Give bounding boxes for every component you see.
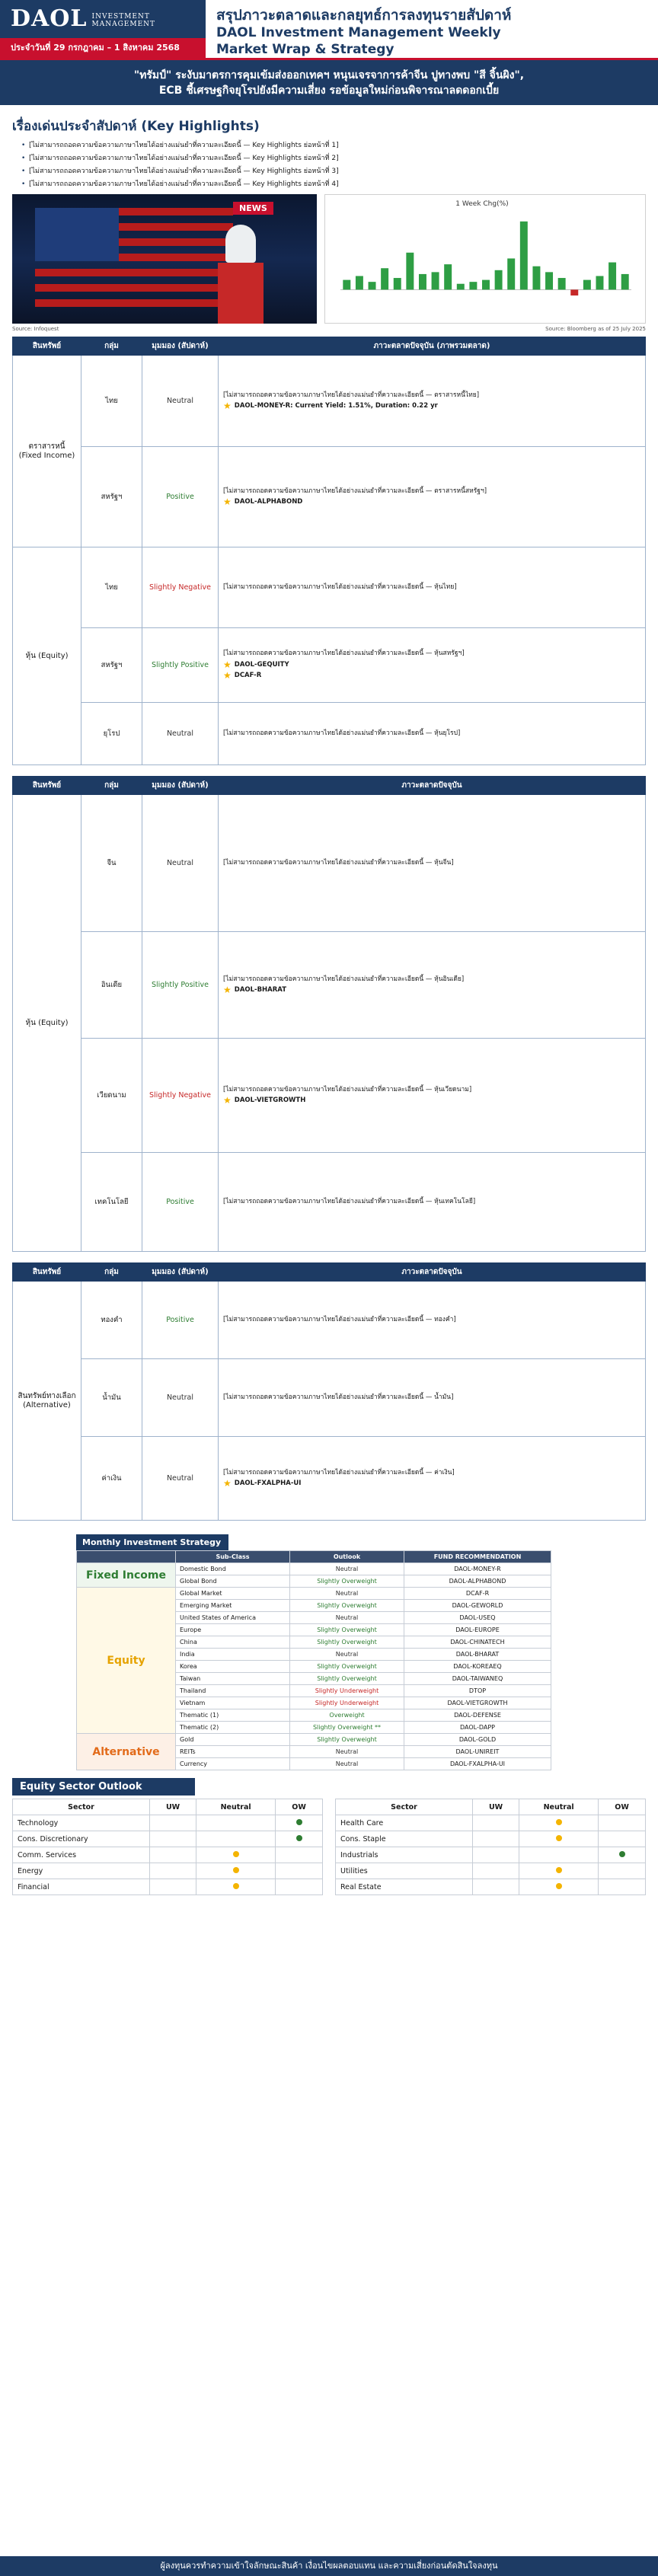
fund-cell: DTOP bbox=[404, 1685, 551, 1697]
fund-cell: DCAF-R bbox=[404, 1588, 551, 1600]
strategy-row bbox=[77, 1588, 551, 1600]
chart-bar bbox=[381, 268, 388, 289]
table-row bbox=[13, 795, 646, 932]
market-text-cell: [ไม่สามารถถอดความข้อความภาษาไทยได้อย่างแม่นยำที่ความละเอียดนี้ — ทองคำ] bbox=[219, 1282, 646, 1359]
title-english-2: Market Wrap & Strategy bbox=[216, 42, 394, 57]
asset-cell: หุ้น (Equity) bbox=[13, 795, 81, 1252]
sector-row bbox=[336, 1815, 646, 1831]
fund-cell: DAOL-MONEY-R bbox=[404, 1563, 551, 1575]
view-cell: Slightly Positive bbox=[142, 932, 219, 1039]
view-cell: Neutral bbox=[142, 356, 219, 447]
chart-bar bbox=[432, 272, 439, 289]
fund-cell: DAOL-USEQ bbox=[404, 1612, 551, 1624]
highlight-item: • [ไม่สามารถถอดความข้อความภาษาไทยได้อย่างแม่นยำที่ความละเอียดนี้ — Key Highlights ย่อหน้าที่ 4] bbox=[21, 180, 641, 190]
sector-caption: Equity Sector Outlook bbox=[12, 1778, 195, 1796]
table-row bbox=[13, 1282, 646, 1359]
outlook-cell: Slightly Overweight bbox=[290, 1636, 404, 1649]
chart-bar bbox=[444, 264, 452, 289]
highlight-item: • [ไม่สามารถถอดความข้อความภาษาไทยได้อย่างแม่นยำที่ความละเอียดนี้ — Key Highlights ย่อหน้าที่ 3] bbox=[21, 167, 641, 177]
star-icon: ★ bbox=[223, 401, 232, 411]
fund-cell: DAOL-VIETGROWTH bbox=[404, 1697, 551, 1709]
fund-cell: DAOL-KOREAEQ bbox=[404, 1661, 551, 1673]
group-cell: ค่าเงิน bbox=[81, 1437, 142, 1521]
col-asset: สินทรัพย์ bbox=[13, 337, 81, 356]
sector-name: Health Care bbox=[336, 1815, 473, 1831]
market-text-cell: [ไม่สามารถถอดความข้อความภาษาไทยได้อย่างแม่นยำที่ความละเอียดนี้ — ค่าเงิน] ★ DAOL-FXALPHA-UI bbox=[219, 1437, 646, 1521]
highlights-list bbox=[21, 141, 641, 190]
subclass-cell: REITs bbox=[176, 1746, 290, 1758]
outlook-cell: Neutral bbox=[290, 1649, 404, 1661]
fund-cell: DAOL-CHINATECH bbox=[404, 1636, 551, 1649]
outlook-dot-icon bbox=[233, 1851, 239, 1857]
figures-row bbox=[12, 194, 646, 324]
fund-cell: DAOL-ALPHABOND bbox=[404, 1575, 551, 1588]
sector-row bbox=[336, 1847, 646, 1863]
asset-cell: สินทรัพย์ทางเลือก (Alternative) bbox=[13, 1282, 81, 1521]
asset-class-cell: Fixed Income bbox=[77, 1563, 176, 1588]
chart-bar bbox=[570, 289, 578, 295]
fund-cell: DAOL-EUROPE bbox=[404, 1624, 551, 1636]
speaker-figure bbox=[225, 225, 256, 263]
chart-title: 1 Week Chg(%) bbox=[455, 200, 509, 208]
chart-bar bbox=[532, 267, 540, 290]
table-row bbox=[13, 356, 646, 447]
chart-bar bbox=[394, 278, 401, 289]
highlights-title: เรื่องเด่นประจำสัปดาห์ (Key Highlights) bbox=[12, 119, 260, 134]
outlook-cell: Neutral bbox=[290, 1563, 404, 1575]
subclass-cell: Global Bond bbox=[176, 1575, 290, 1588]
group-cell: น้ำมัน bbox=[81, 1359, 142, 1437]
group-cell: ยุโรป bbox=[81, 703, 142, 765]
headline-line-2: ECB ชี้เศรษฐกิจยุโรปยังมีความเสี่ยง รอข้อมูลใหม่ก่อนพิจารณาลดดอกเบี้ย bbox=[158, 85, 500, 97]
chart-bar bbox=[520, 222, 528, 290]
outlook-cell: Slightly Underweight bbox=[290, 1697, 404, 1709]
fund-recommendation: DAOL-ALPHABOND bbox=[234, 498, 303, 506]
view-cell: Positive bbox=[142, 1282, 219, 1359]
market-text-cell: [ไม่สามารถถอดความข้อความภาษาไทยได้อย่างแม่นยำที่ความละเอียดนี้ — หุ้นเทคโนโลยี] bbox=[219, 1153, 646, 1252]
chart-bar bbox=[495, 270, 503, 290]
outlook-cell: Slightly Overweight bbox=[290, 1734, 404, 1746]
chart-bar bbox=[608, 263, 616, 290]
photo-source: Source: Infoquest bbox=[12, 326, 59, 332]
outlook-cell: Slightly Overweight bbox=[290, 1673, 404, 1685]
col-fund: FUND RECOMMENDATION bbox=[404, 1551, 551, 1563]
outlook-cell: Neutral bbox=[290, 1758, 404, 1770]
table-row bbox=[13, 1359, 646, 1437]
subclass-cell: China bbox=[176, 1636, 290, 1649]
star-icon: ★ bbox=[223, 1478, 232, 1489]
col-group: กลุ่ม bbox=[81, 1263, 142, 1282]
col-asset: สินทรัพย์ bbox=[13, 1263, 81, 1282]
col-group: กลุ่ม bbox=[81, 777, 142, 795]
equity-sector-outlook bbox=[12, 1778, 646, 1895]
sector-name: Utilities bbox=[336, 1863, 473, 1879]
chart-bar bbox=[469, 282, 477, 289]
chart-bar bbox=[558, 278, 566, 289]
asset-cell: หุ้น (Equity) bbox=[13, 547, 81, 765]
col-market: ภาวะตลาดปัจจุบัน bbox=[219, 1263, 646, 1282]
chart-bar bbox=[343, 280, 350, 290]
col-view: มุมมอง (สัปดาห์) bbox=[142, 777, 219, 795]
table-row bbox=[13, 1039, 646, 1153]
sector-row bbox=[13, 1879, 323, 1895]
highlight-item: • [ไม่สามารถถอดความข้อความภาษาไทยได้อย่างแม่นยำที่ความละเอียดนี้ — Key Highlights ย่อหน้าที่ 1] bbox=[21, 141, 641, 151]
sector-name: Real Estate bbox=[336, 1879, 473, 1895]
group-cell: อินเดีย bbox=[81, 932, 142, 1039]
disclaimer-footer: ผู้ลงทุนควรทำความเข้าใจลักษณะสินค้า เงื่อนไขผลตอบแทน และความเสี่ยงก่อนตัดสินใจลงทุน bbox=[0, 2556, 658, 2576]
col-market: ภาวะตลาดปัจจุบัน bbox=[219, 777, 646, 795]
fund-cell: DAOL-TAIWANEQ bbox=[404, 1673, 551, 1685]
group-cell: เวียดนาม bbox=[81, 1039, 142, 1153]
chart-bar bbox=[369, 282, 376, 289]
table-row bbox=[13, 447, 646, 547]
market-view-table-2 bbox=[12, 776, 646, 1252]
strategy-table bbox=[76, 1550, 551, 1770]
table-row bbox=[13, 703, 646, 765]
outlook-dot-icon bbox=[296, 1835, 302, 1841]
outlook-cell: Slightly Overweight bbox=[290, 1600, 404, 1612]
view-cell: Neutral bbox=[142, 795, 219, 932]
table-row bbox=[13, 1153, 646, 1252]
table-row bbox=[13, 547, 646, 628]
view-cell: Slightly Negative bbox=[142, 1039, 219, 1153]
fund-recommendation: DAOL-VIETGROWTH bbox=[234, 1096, 306, 1104]
market-text-cell: [ไม่สามารถถอดความข้อความภาษาไทยได้อย่างแม่นยำที่ความละเอียดนี้ — น้ำมัน] bbox=[219, 1359, 646, 1437]
outlook-dot-icon bbox=[556, 1883, 562, 1889]
asset-class-cell: Equity bbox=[77, 1588, 176, 1734]
outlook-cell: Neutral bbox=[290, 1588, 404, 1600]
view-cell: Slightly Positive bbox=[142, 628, 219, 703]
market-text-cell: [ไม่สามารถถอดความข้อความภาษาไทยได้อย่างแม่นยำที่ความละเอียดนี้ — หุ้นยุโรป] bbox=[219, 703, 646, 765]
subclass-cell: Thematic (2) bbox=[176, 1722, 290, 1734]
fund-recommendation: DCAF-R bbox=[234, 672, 262, 680]
fund-cell: DAOL-GOLD bbox=[404, 1734, 551, 1746]
sector-row bbox=[336, 1863, 646, 1879]
sector-row bbox=[13, 1815, 323, 1831]
star-icon: ★ bbox=[223, 496, 232, 507]
subclass-cell: Emerging Market bbox=[176, 1600, 290, 1612]
report-title bbox=[206, 0, 658, 58]
figure-sources bbox=[12, 326, 646, 332]
header bbox=[0, 0, 658, 58]
chart-bar bbox=[482, 280, 490, 290]
group-cell: สหรัฐฯ bbox=[81, 628, 142, 703]
sector-row bbox=[13, 1831, 323, 1847]
outlook-dot-icon bbox=[296, 1819, 302, 1825]
chart-bar bbox=[406, 253, 414, 290]
subclass-cell: Vietnam bbox=[176, 1697, 290, 1709]
report-date: ประจำวันที่ 29 กรกฎาคม – 1 สิงหาคม 2568 bbox=[0, 38, 206, 58]
fund-recommendation: DAOL-MONEY-R: Current Yield: 1.51%, Duration: 0.22 yr bbox=[234, 402, 438, 410]
sector-row bbox=[336, 1831, 646, 1847]
outlook-cell: Slightly Overweight bbox=[290, 1624, 404, 1636]
sector-name: Financial bbox=[13, 1879, 150, 1895]
group-cell: ไทย bbox=[81, 356, 142, 447]
star-icon: ★ bbox=[223, 985, 232, 995]
group-cell: ทองคำ bbox=[81, 1282, 142, 1359]
news-photo bbox=[12, 194, 317, 324]
monthly-strategy bbox=[76, 1534, 551, 1770]
col-view: มุมมอง (สัปดาห์) bbox=[142, 1263, 219, 1282]
market-text-cell: [ไม่สามารถถอดความข้อความภาษาไทยได้อย่างแม่นยำที่ความละเอียดนี้ — ตราสารหนี้สหรัฐฯ] ★ DAOL-ALPHABOND bbox=[219, 447, 646, 547]
fund-cell: DAOL-BHARAT bbox=[404, 1649, 551, 1661]
outlook-cell: Neutral bbox=[290, 1612, 404, 1624]
market-view-table-3 bbox=[12, 1262, 646, 1521]
sector-name: Cons. Staple bbox=[336, 1831, 473, 1847]
outlook-dot-icon bbox=[233, 1883, 239, 1889]
sector-name: Technology bbox=[13, 1815, 150, 1831]
sector-name: Energy bbox=[13, 1863, 150, 1879]
us-flag-graphic bbox=[35, 208, 233, 307]
col-asset: สินทรัพย์ bbox=[13, 777, 81, 795]
sector-table-left: Sector UW Neutral OW Technology Cons. Discretionary Comm. Services Energy Financial bbox=[12, 1799, 323, 1895]
col-group: กลุ่ม bbox=[81, 337, 142, 356]
outlook-dot-icon bbox=[619, 1851, 625, 1857]
subclass-cell: Taiwan bbox=[176, 1673, 290, 1685]
outlook-cell: Slightly Overweight ** bbox=[290, 1722, 404, 1734]
fund-cell: DAOL-DEFENSE bbox=[404, 1709, 551, 1722]
outlook-cell: Slightly Overweight bbox=[290, 1575, 404, 1588]
headline-banner bbox=[0, 58, 658, 105]
subclass-cell: Global Market bbox=[176, 1588, 290, 1600]
group-cell: เทคโนโลยี bbox=[81, 1153, 142, 1252]
group-cell: จีน bbox=[81, 795, 142, 932]
col-view: มุมมอง (สัปดาห์) bbox=[142, 337, 219, 356]
chart-bar bbox=[596, 276, 603, 289]
strategy-row bbox=[77, 1734, 551, 1746]
outlook-cell: Slightly Overweight bbox=[290, 1661, 404, 1673]
subclass-cell: Gold bbox=[176, 1734, 290, 1746]
subclass-cell: United States of America bbox=[176, 1612, 290, 1624]
fund-recommendation: DAOL-FXALPHA-UI bbox=[234, 1480, 302, 1487]
market-text-cell: [ไม่สามารถถอดความข้อความภาษาไทยได้อย่างแม่นยำที่ความละเอียดนี้ — หุ้นจีน] bbox=[219, 795, 646, 932]
outlook-dot-icon bbox=[556, 1819, 562, 1825]
sector-table-right: Sector UW Neutral OW Health Care Cons. Staple Industrials Utilities Real Estate bbox=[335, 1799, 646, 1895]
view-cell: Slightly Negative bbox=[142, 547, 219, 628]
col-market: ภาวะตลาดปัจจุบัน (ภาพรวมตลาด) bbox=[219, 337, 646, 356]
group-cell: สหรัฐฯ bbox=[81, 447, 142, 547]
logo-main: DAOL bbox=[11, 5, 88, 32]
sector-row bbox=[13, 1847, 323, 1863]
subclass-cell: India bbox=[176, 1649, 290, 1661]
fund-cell: DAOL-FXALPHA-UI bbox=[404, 1758, 551, 1770]
chart-bar bbox=[583, 280, 591, 290]
market-view-table-1 bbox=[12, 337, 646, 765]
market-text-cell: [ไม่สามารถถอดความข้อความภาษาไทยได้อย่างแม่นยำที่ความละเอียดนี้ — หุ้นเวียดนาม] ★ DAOL-VIETGROWTH bbox=[219, 1039, 646, 1153]
chart-source: Source: Bloomberg as of 25 July 2025 bbox=[545, 326, 646, 332]
outlook-cell: Overweight bbox=[290, 1709, 404, 1722]
view-cell: Neutral bbox=[142, 1437, 219, 1521]
view-cell: Neutral bbox=[142, 703, 219, 765]
title-thai: สรุปภาวะตลาดและกลยุทธ์การลงทุนรายสัปดาห์ bbox=[216, 7, 512, 24]
weekly-change-chart bbox=[324, 194, 646, 324]
chart-bar bbox=[419, 274, 426, 289]
sector-row bbox=[13, 1863, 323, 1879]
chart-bar bbox=[507, 258, 515, 289]
subclass-cell: Korea bbox=[176, 1661, 290, 1673]
star-icon: ★ bbox=[223, 670, 232, 682]
asset-cell: ตราสารหนี้ (Fixed Income) bbox=[13, 356, 81, 547]
star-icon: ★ bbox=[223, 1095, 232, 1106]
subclass-cell: Europe bbox=[176, 1624, 290, 1636]
subclass-cell: Currency bbox=[176, 1758, 290, 1770]
view-cell: Positive bbox=[142, 447, 219, 547]
logo-sub: INVESTMENT MANAGEMENT bbox=[91, 13, 156, 28]
news-label: NEWS bbox=[233, 202, 273, 215]
outlook-dot-icon bbox=[556, 1867, 562, 1873]
outlook-cell: Slightly Underweight bbox=[290, 1685, 404, 1697]
table-row bbox=[13, 628, 646, 703]
table-row bbox=[13, 932, 646, 1039]
chart-bar bbox=[621, 274, 629, 289]
outlook-cell: Neutral bbox=[290, 1746, 404, 1758]
group-cell: ไทย bbox=[81, 547, 142, 628]
highlight-item: • [ไม่สามารถถอดความข้อความภาษาไทยได้อย่างแม่นยำที่ความละเอียดนี้ — Key Highlights ย่อหน้าที่ 2] bbox=[21, 154, 641, 164]
subclass-cell: Domestic Bond bbox=[176, 1563, 290, 1575]
sector-row bbox=[336, 1879, 646, 1895]
strategy-row bbox=[77, 1563, 551, 1575]
view-cell: Positive bbox=[142, 1153, 219, 1252]
col-outlook: Outlook bbox=[290, 1551, 404, 1563]
chart-svg bbox=[325, 195, 639, 323]
outlook-dot-icon bbox=[233, 1867, 239, 1873]
headline-line-1: "ทรัมป์" ระงับมาตรการคุมเข้มส่งออกเทคฯ หนุนเจรจาการค้าจีน ปูทางพบ "สี จิ้นผิง", bbox=[133, 69, 525, 81]
table-row bbox=[13, 1437, 646, 1521]
chart-bar bbox=[545, 272, 553, 289]
brand-block bbox=[0, 0, 206, 58]
star-icon: ★ bbox=[223, 659, 232, 670]
title-english-1: DAOL Investment Management Weekly bbox=[216, 25, 501, 40]
col-subclass: Sub-Class bbox=[176, 1551, 290, 1563]
asset-class-cell: Alternative bbox=[77, 1734, 176, 1770]
sector-name: Industrials bbox=[336, 1847, 473, 1863]
subclass-cell: Thematic (1) bbox=[176, 1709, 290, 1722]
market-text-cell: [ไม่สามารถถอดความข้อความภาษาไทยได้อย่างแม่นยำที่ความละเอียดนี้ — หุ้นสหรัฐฯ] ★ DAOL-GEQUITY ★ DCAF-R bbox=[219, 628, 646, 703]
sector-name: Cons. Discretionary bbox=[13, 1831, 150, 1847]
sector-name: Comm. Services bbox=[13, 1847, 150, 1863]
podium-graphic bbox=[218, 263, 264, 324]
fund-recommendation: DAOL-GEQUITY bbox=[234, 660, 289, 669]
chart-bar bbox=[457, 284, 465, 290]
market-text-cell: [ไม่สามารถถอดความข้อความภาษาไทยได้อย่างแม่นยำที่ความละเอียดนี้ — ตราสารหนี้ไทย] ★ DAOL-MONEY-R: Current Yield: 1.51%, Duration: 0.22 yr bbox=[219, 356, 646, 447]
daol-logo bbox=[11, 5, 195, 32]
subclass-cell: Thailand bbox=[176, 1685, 290, 1697]
fund-cell: DAOL-DAPP bbox=[404, 1722, 551, 1734]
fund-cell: DAOL-GEWORLD bbox=[404, 1600, 551, 1612]
strategy-caption: Monthly Investment Strategy bbox=[76, 1534, 228, 1550]
outlook-dot-icon bbox=[556, 1835, 562, 1841]
chart-bar bbox=[356, 276, 363, 289]
market-text-cell: [ไม่สามารถถอดความข้อความภาษาไทยได้อย่างแม่นยำที่ความละเอียดนี้ — หุ้นอินเดีย] ★ DAOL-BHARAT bbox=[219, 932, 646, 1039]
fund-cell: DAOL-UNIREIT bbox=[404, 1746, 551, 1758]
fund-recommendation: DAOL-BHARAT bbox=[234, 986, 287, 994]
view-cell: Neutral bbox=[142, 1359, 219, 1437]
market-text-cell: [ไม่สามารถถอดความข้อความภาษาไทยได้อย่างแม่นยำที่ความละเอียดนี้ — หุ้นไทย] bbox=[219, 547, 646, 628]
